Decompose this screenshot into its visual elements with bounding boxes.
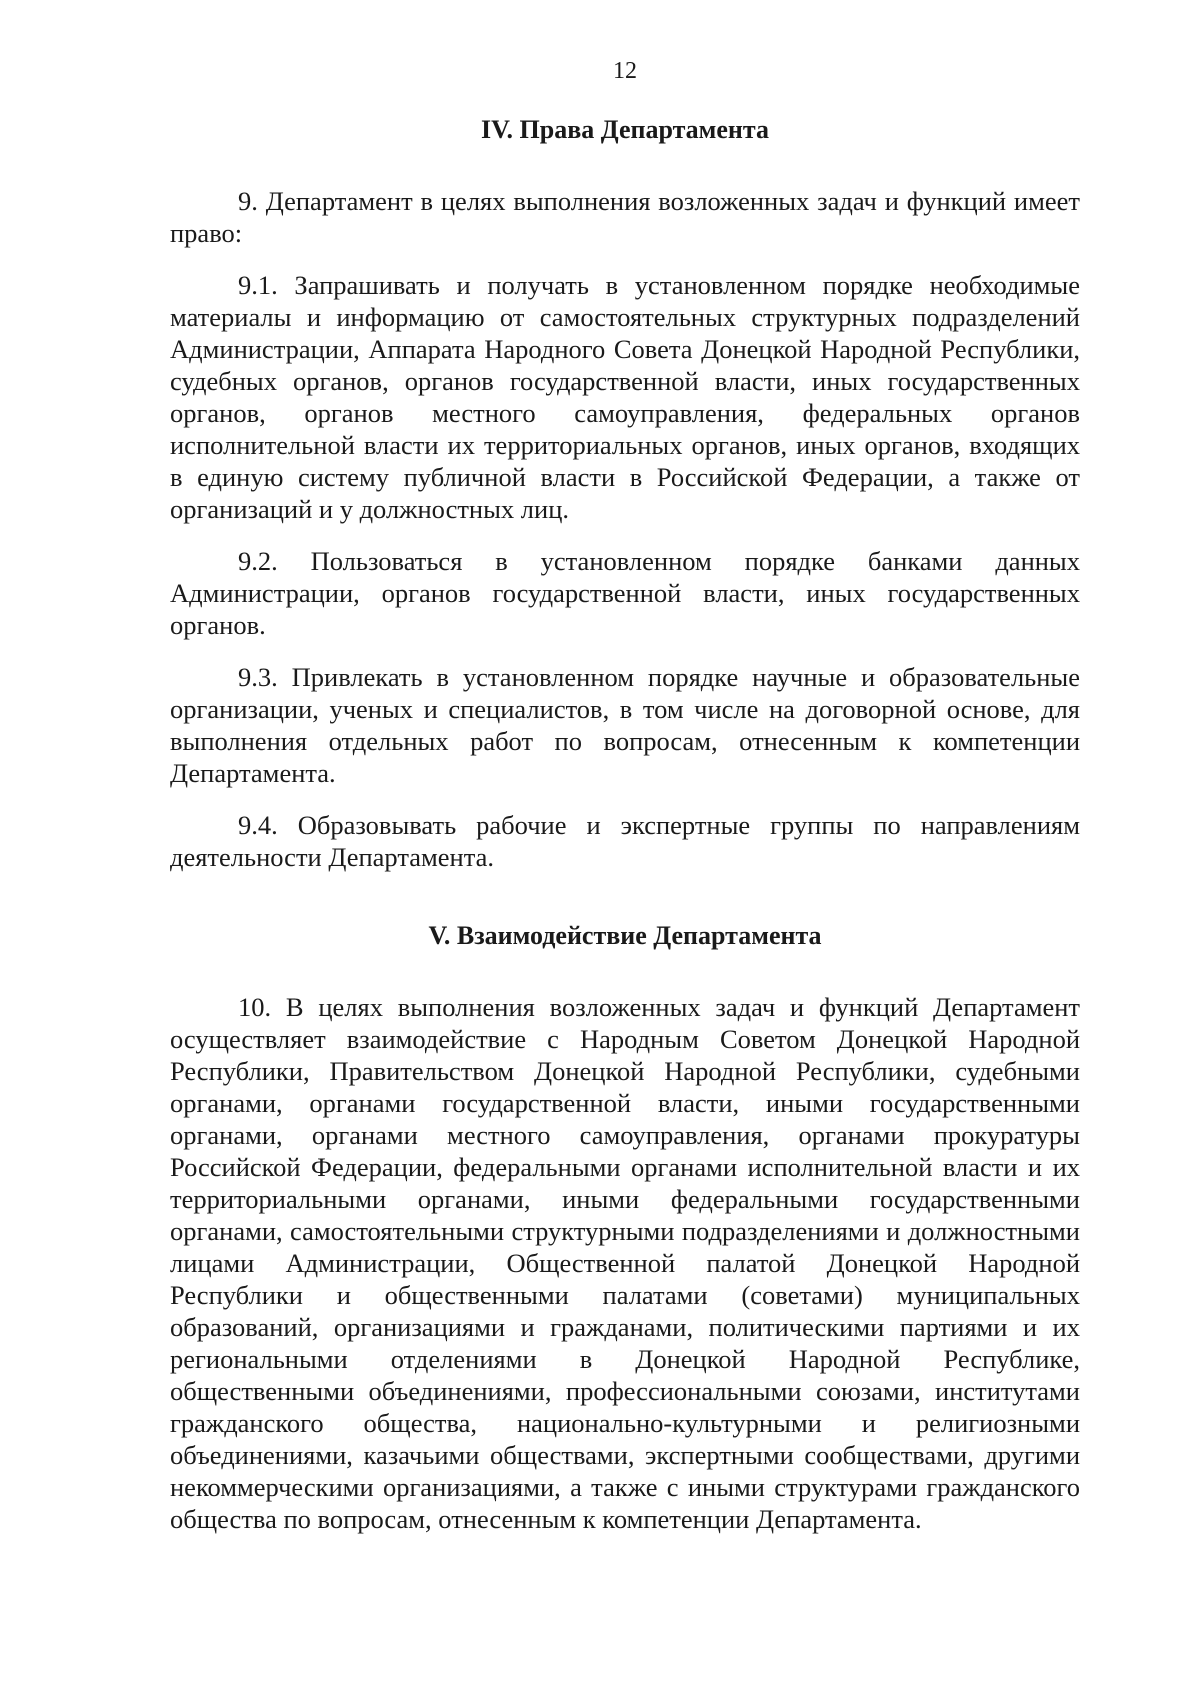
section-heading-interaction: V. Взаимодействие Департамента	[428, 921, 822, 950]
paragraph-9-3: 9.3. Привлекать в установленном порядке научные и образовательные организации, ученых и специалистов, в том числе на договорной основе, для выполнения отдельных работ по вопросам, отнесенным к компетенции Департамента.	[170, 662, 1080, 788]
section-rights	[170, 115, 1080, 873]
paragraph-10: 10. В целях выполнения возложенных задач и функций Департамент осуществляет взаимодействие с Народным Советом Донецкой Народной Республики, Правительством Донецкой Народной Республики, судебными органами, органами государственной власти, иными государственными органами, органами местного самоуправления, органами прокуратуры Российской Федерации, федеральными органами исполнительной власти и их территориальными органами, иными федеральными государственными органами, самостоятельными структурными подразделениями и должностными лицами Администрации, Общественной палатой Донецкой Народной Республики и общественными палатами (советами) муниципальных образований, организациями и гражданами, политическими партиями и их региональными отделениями в Донецкой Народной Республике, общественными объединениями, профессиональными союзами, институтами гражданского общества, национально-культурными и религиозными объединениями, казачьими обществами, экспертными сообществами, другими некоммерческими организациями, а также с иными структурами гражданского общества по вопросам, отнесенным к компетенции Департамента.	[170, 992, 1080, 1534]
section-heading-rights: IV. Права Департамента	[480, 115, 770, 144]
paragraph-9-1: 9.1. Запрашивать и получать в установленном порядке необходимые материалы и информацию от самостоятельных структурных подразделений Администрации, Аппарата Народного Совета Донецкой Народной Республики, судебных органов, органов государственной власти, иных государственных органов, органов местного самоуправления, федеральных органов исполнительной власти их территориальных органов, иных органов, входящих в единую систему публичной власти в Российской Федерации, а также от организаций и у должностных лиц.	[170, 270, 1080, 524]
section-interaction	[170, 921, 1080, 1535]
page-number: 12	[613, 58, 637, 84]
paragraph-9: 9. Департамент в целях выполнения возложенных задач и функций имеет право:	[170, 186, 1080, 248]
paragraph-9-4: 9.4. Образовывать рабочие и экспертные группы по направлениям деятельности Департамента.	[170, 810, 1080, 872]
paragraph-9-2: 9.2. Пользоваться в установленном порядке банками данных Администрации, органов государственной власти, иных государственных органов.	[170, 546, 1080, 640]
